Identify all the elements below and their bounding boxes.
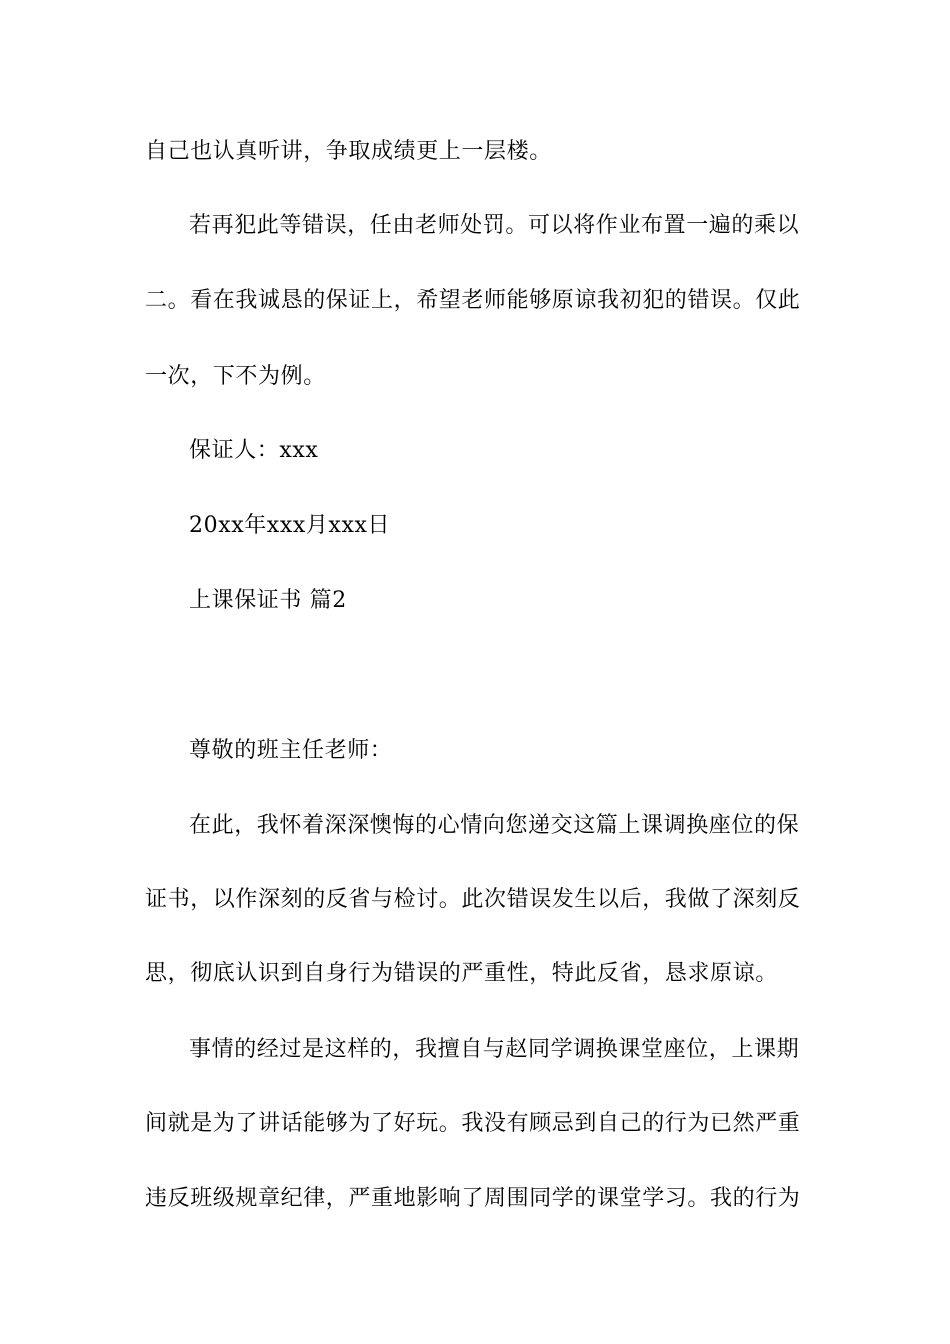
paragraph-line-4: 一次，下不为例。 (145, 364, 326, 389)
paragraph-line-3: 二。看在我诚恳的保证上，希望老师能够原谅我初犯的错误。仅此 (145, 288, 801, 313)
signature-line: 保证人：xxx (189, 438, 319, 463)
salutation-line: 尊敬的班主任老师： (189, 738, 393, 763)
section-heading: 上课保证书 篇2 (189, 588, 347, 613)
paragraph-line-7: 思，彻底认识到自身行为错误的严重性，特此反省，恳求原谅。 (145, 961, 778, 986)
paragraph-line-5: 在此，我怀着深深懊悔的心情向您递交这篇上课调换座位的保 (189, 813, 800, 838)
paragraph-line-1: 自己也认真听讲，争取成绩更上一层楼。 (145, 139, 552, 164)
paragraph-line-2: 若再犯此等错误，任由老师处罚。可以将作业布置一遍的乘以 (189, 213, 800, 238)
paragraph-line-8: 事情的经过是这样的，我擅自与赵同学调换课堂座位，上课期 (189, 1037, 800, 1062)
paragraph-line-6: 证书，以作深刻的反省与检讨。此次错误发生以后，我做了深刻反 (145, 887, 801, 912)
date-line: 20xx年xxx月xxx日 (189, 513, 391, 538)
paragraph-line-9: 间就是为了讲话能够为了好玩。我没有顾忌到自己的行为已然严重 (145, 1111, 801, 1136)
paragraph-line-10: 违反班级规章纪律，严重地影响了周围同学的课堂学习。我的行为 (145, 1186, 801, 1211)
